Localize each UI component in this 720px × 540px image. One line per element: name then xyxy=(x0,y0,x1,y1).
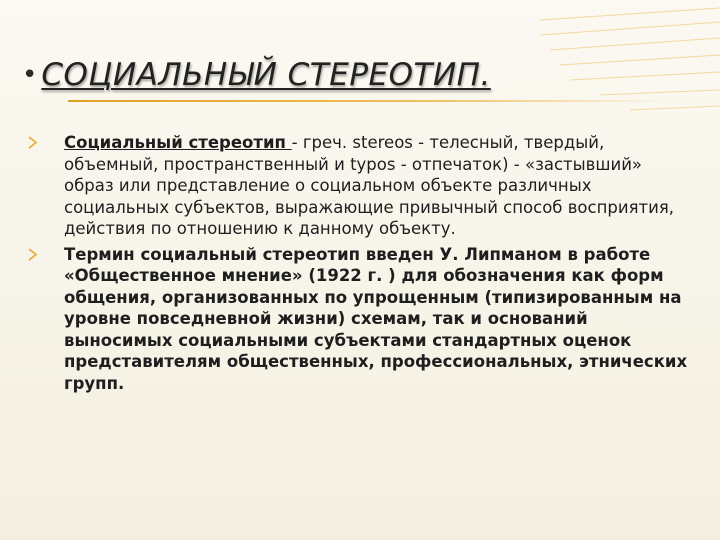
arrow-bullet-icon xyxy=(28,248,37,261)
term-label: Социальный стереотип xyxy=(64,133,292,152)
slide-content xyxy=(28,132,688,398)
paragraph-text: Термин социальный стереотип введен У. Липманом в работе «Общественное мнение» (1922 г. ) для обозначения как форм общения, организованных по упрощенным (типизированным на уровне повседневной жизни) схемам, так и оснований выносимых социальными субъектами стандартных оценок представителям общественных, профессиональных, этнических групп. xyxy=(64,244,688,393)
title-row xyxy=(22,50,662,100)
list-item xyxy=(28,132,688,240)
list-item xyxy=(28,244,688,395)
arrow-bullet-icon xyxy=(28,136,37,149)
title-bullet: • xyxy=(22,60,38,90)
definition-text: - греч. stereos - телесный, твердый, объемный, пространственный и typos - отпечаток) - «застывший» образ или представление о социальном объекте различных социальных субъектов, выражающие привычный способ восприятия, действия по отношению к данному объекту. xyxy=(64,133,675,238)
page-title: СОЦИАЛЬНЫЙ СТЕРЕОТИП. xyxy=(41,57,491,93)
title-divider xyxy=(68,100,668,102)
